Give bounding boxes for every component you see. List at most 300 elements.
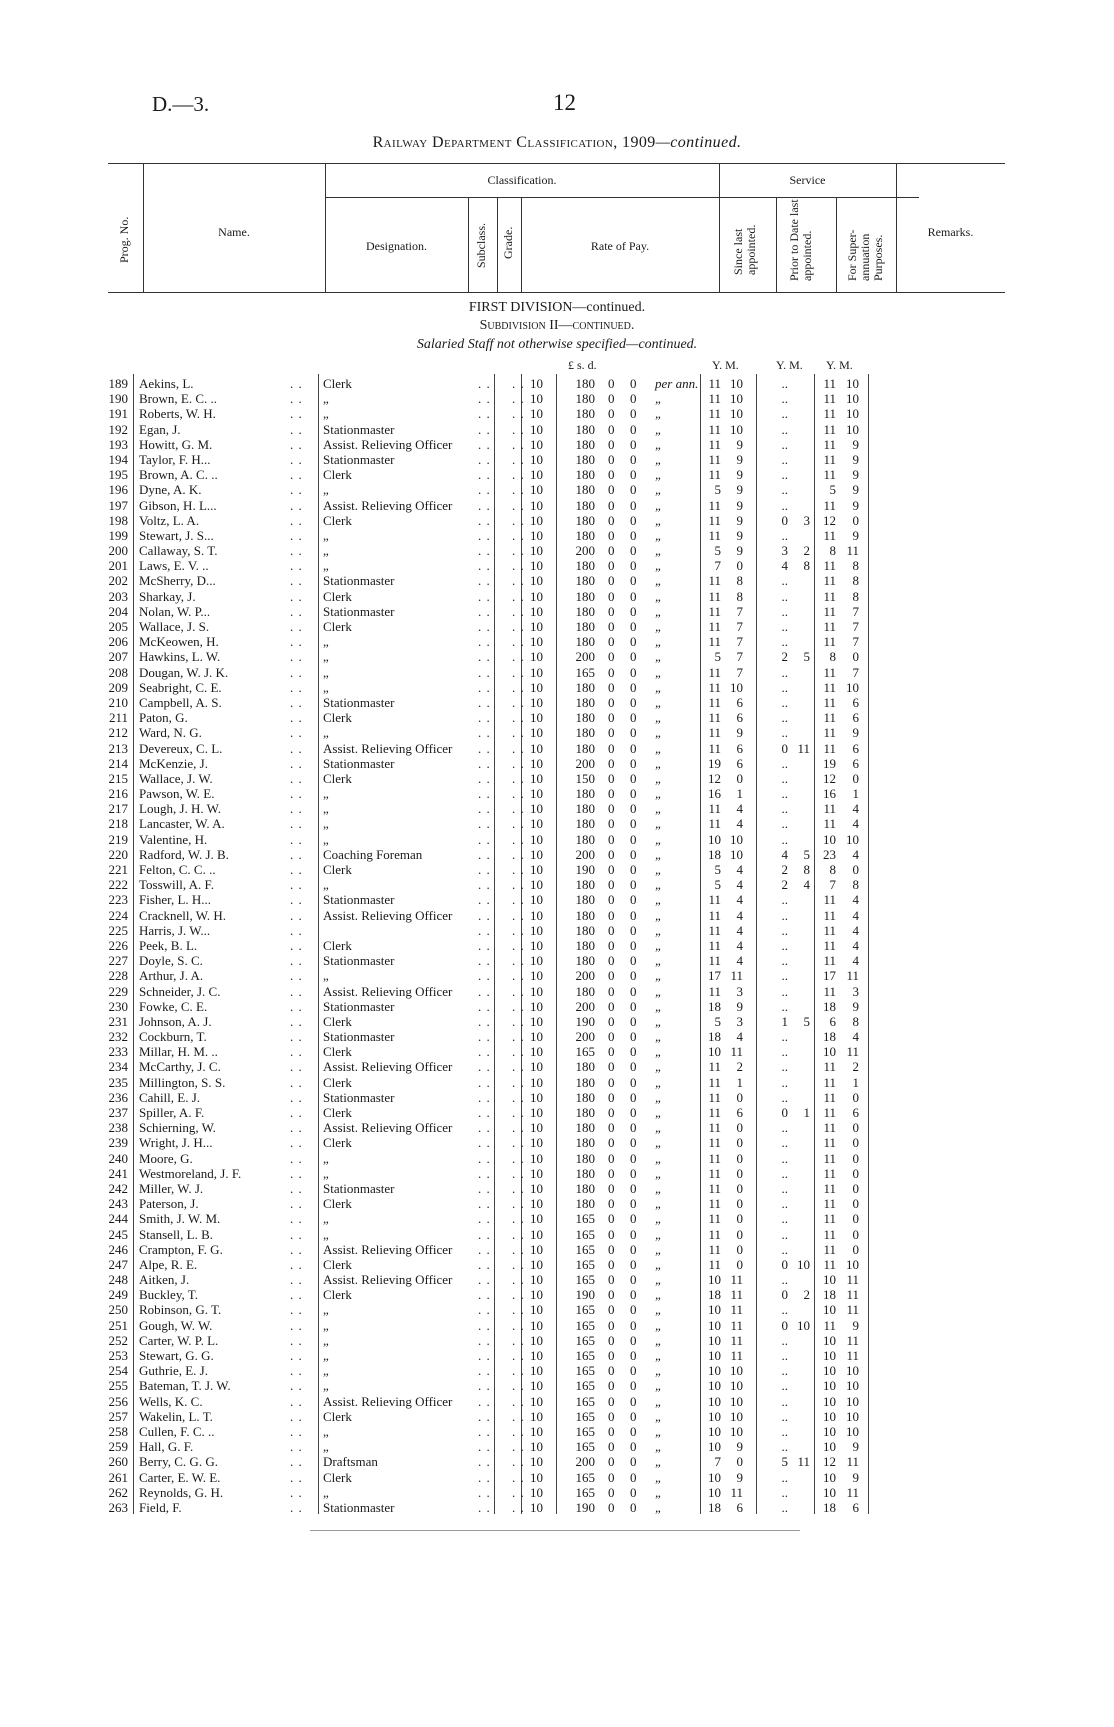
table-row [0, 391, 1114, 406]
rate-period: „ [655, 725, 663, 741]
grade: 10 [530, 907, 543, 923]
super-years: 10 [823, 1469, 836, 1485]
staff-name: Brown, A. C. .. [139, 467, 218, 483]
designation: Clerk [323, 1044, 352, 1060]
grade: 10 [530, 497, 543, 513]
super-months: 0 [852, 649, 859, 665]
table-row [0, 1120, 1114, 1135]
prior-months: 5 [803, 649, 810, 665]
staff-name: Carter, W. P. L. [139, 1332, 219, 1348]
rate-pounds: 180 [575, 588, 595, 604]
page-title [0, 134, 1114, 152]
grade: 10 [530, 649, 543, 665]
designation: „ [323, 786, 329, 802]
designation: Clerk [323, 512, 352, 528]
leader-dots: . . [478, 755, 491, 771]
table-row [0, 452, 1114, 467]
leader-dots: . . [290, 1287, 303, 1303]
since-months: 0 [736, 1196, 743, 1212]
prog-number: 252 [108, 1332, 128, 1348]
super-months: 4 [852, 892, 859, 908]
prior-years: .. [781, 831, 788, 847]
prior-months: 2 [803, 543, 810, 559]
table-row [0, 1439, 1114, 1454]
prior-years: .. [781, 467, 788, 483]
grade: 10 [530, 740, 543, 756]
leader-dots: . . [290, 740, 303, 756]
table-row [0, 498, 1114, 513]
staff-name: Gough, W. W. [139, 1317, 213, 1333]
prog-number: 222 [108, 877, 128, 893]
since-months: 10 [730, 406, 743, 422]
rate-shillings: 0 [608, 619, 615, 634]
table-row [0, 665, 1114, 680]
staff-name: Dyne, A. K. [139, 482, 202, 498]
header-divider [468, 197, 469, 293]
prog-number: 197 [108, 497, 128, 513]
grade: 10 [530, 1226, 543, 1242]
staff-name: Stewart, G. G. [139, 1348, 214, 1363]
table-row [0, 619, 1114, 634]
leader-dots: . . [512, 573, 525, 589]
since-years: 11 [708, 1074, 721, 1090]
grade: 10 [530, 892, 543, 908]
since-years: 18 [708, 1287, 721, 1303]
super-years: 11 [823, 1105, 836, 1120]
leader-dots: . . [290, 527, 303, 543]
prior-months: 11 [797, 740, 810, 756]
leader-dots: . . [290, 755, 303, 771]
rate-shillings: 0 [608, 1226, 615, 1242]
prog-number: 226 [108, 937, 128, 953]
rate-pence: 0 [630, 1499, 637, 1515]
since-years: 11 [708, 907, 721, 923]
rate-pounds: 165 [575, 1393, 595, 1409]
rate-shillings: 0 [608, 710, 615, 726]
rate-shillings: 0 [608, 376, 615, 391]
grade: 10 [530, 603, 543, 619]
since-years: 10 [708, 831, 721, 847]
designation: Assist. Relieving Officer [323, 907, 453, 923]
year-month-units: Y. M. [776, 358, 803, 372]
prior-years: 2 [781, 877, 788, 893]
rate-pence: 0 [630, 603, 637, 619]
prog-number: 261 [108, 1469, 128, 1485]
prog-number: 231 [108, 1013, 128, 1029]
staff-name: Stewart, J. S... [139, 527, 214, 543]
rate-pence: 0 [630, 1408, 637, 1424]
super-months: 9 [852, 1439, 859, 1455]
leader-dots: . . [478, 1044, 491, 1060]
rate-period: „ [655, 1332, 663, 1348]
grade: 10 [530, 1180, 543, 1196]
bottom-rule [310, 1530, 800, 1531]
rate-pounds: 200 [575, 1454, 595, 1470]
table-row [0, 908, 1114, 923]
since-years: 5 [714, 543, 721, 559]
super-months: 10 [846, 1363, 859, 1379]
staff-name: Spiller, A. F. [139, 1105, 205, 1120]
staff-name: Wallace, J. W. [139, 770, 213, 786]
super-years: 11 [823, 740, 836, 756]
leader-dots: . . [512, 1408, 525, 1424]
prog-number: 193 [108, 436, 128, 452]
table-row [0, 741, 1114, 756]
rate-period: „ [655, 846, 663, 862]
rate-shillings: 0 [608, 1059, 615, 1075]
table-row [0, 422, 1114, 437]
prog-number: 218 [108, 816, 128, 832]
rate-period: „ [655, 1256, 663, 1272]
designation: „ [323, 831, 329, 847]
leader-dots: . . [512, 512, 525, 528]
grade: 10 [530, 1241, 543, 1257]
staff-name: Devereux, C. L. [139, 740, 223, 756]
rate-shillings: 0 [608, 877, 615, 893]
table-row [0, 1287, 1114, 1302]
since-months: 9 [736, 451, 743, 467]
table-header [108, 163, 1005, 293]
table-row [0, 406, 1114, 421]
since-years: 11 [708, 922, 721, 938]
rate-shillings: 0 [608, 1423, 615, 1439]
rate-shillings: 0 [608, 467, 615, 483]
since-months: 9 [736, 1439, 743, 1455]
super-years: 16 [823, 786, 836, 802]
rate-period: „ [655, 467, 663, 483]
leader-dots: . . [478, 831, 491, 847]
rate-pence: 0 [630, 694, 637, 710]
designation: „ [323, 664, 329, 680]
leader-dots: . . [512, 376, 525, 391]
rate-pounds: 180 [575, 1089, 595, 1105]
grade: 10 [530, 1135, 543, 1151]
leader-dots: . . [290, 998, 303, 1014]
designation: „ [323, 406, 329, 422]
since-years: 11 [708, 1059, 721, 1075]
super-months: 8 [852, 558, 859, 574]
super-years: 8 [829, 649, 836, 665]
designation: Coaching Foreman [323, 846, 423, 862]
table-row [0, 589, 1114, 604]
prog-number: 192 [108, 421, 128, 437]
rate-period: „ [655, 1089, 663, 1105]
staff-name: Fowke, C. E. [139, 998, 208, 1014]
since-months: 10 [730, 1363, 743, 1379]
rate-shillings: 0 [608, 588, 615, 604]
staff-name: Smith, J. W. M. [139, 1211, 221, 1227]
rate-pounds: 190 [575, 1013, 595, 1029]
rate-shillings: 0 [608, 1165, 615, 1181]
leader-dots: . . [290, 1074, 303, 1090]
leader-dots: . . [478, 436, 491, 452]
designation: „ [323, 1484, 329, 1500]
since-months: 0 [736, 1211, 743, 1227]
rate-pence: 0 [630, 1074, 637, 1090]
leader-dots: . . [478, 1332, 491, 1348]
super-months: 0 [852, 1120, 859, 1136]
rate-pounds: 200 [575, 968, 595, 984]
super-years: 19 [823, 755, 836, 771]
leader-dots: . . [290, 1196, 303, 1212]
year-month-units: Y. M. [826, 358, 853, 372]
header-prior-to-date: Prior to Date last appointed. [787, 199, 814, 281]
leader-dots: . . [478, 467, 491, 483]
prior-years: .. [781, 527, 788, 543]
since-years: 11 [708, 573, 721, 589]
rate-shillings: 0 [608, 421, 615, 437]
leader-dots: . . [512, 786, 525, 802]
rate-period: „ [655, 588, 663, 604]
grade: 10 [530, 482, 543, 498]
super-months: 9 [852, 482, 859, 498]
rate-shillings: 0 [608, 406, 615, 422]
super-years: 11 [823, 1211, 836, 1227]
super-years: 10 [823, 1439, 836, 1455]
leader-dots: . . [478, 634, 491, 650]
rate-shillings: 0 [608, 998, 615, 1014]
table-row [0, 1333, 1114, 1348]
rate-period: „ [655, 907, 663, 923]
designation: Assist. Relieving Officer [323, 1241, 453, 1257]
rate-period: „ [655, 877, 663, 893]
leader-dots: . . [478, 664, 491, 680]
designation: Stationmaster [323, 998, 395, 1014]
designation: Clerk [323, 1013, 352, 1029]
rate-pence: 0 [630, 1484, 637, 1500]
rate-period: „ [655, 512, 663, 528]
designation: Stationmaster [323, 953, 395, 969]
leader-dots: . . [478, 512, 491, 528]
leader-dots: . . [290, 573, 303, 589]
leader-dots: . . [478, 786, 491, 802]
leader-dots: . . [290, 1135, 303, 1151]
leader-dots: . . [512, 406, 525, 422]
designation: Stationmaster [323, 755, 395, 771]
since-years: 11 [708, 710, 721, 726]
leader-dots: . . [290, 619, 303, 634]
rate-pence: 0 [630, 467, 637, 483]
grade: 10 [530, 1348, 543, 1363]
rate-pounds: 200 [575, 846, 595, 862]
prog-number: 248 [108, 1272, 128, 1288]
rate-period: „ [655, 1150, 663, 1166]
leader-dots: . . [290, 1013, 303, 1029]
grade: 10 [530, 1120, 543, 1136]
table-row [0, 376, 1114, 391]
leader-dots: . . [478, 1348, 491, 1363]
rate-period: „ [655, 1378, 663, 1394]
rate-pounds: 165 [575, 1241, 595, 1257]
since-months: 10 [730, 1408, 743, 1424]
rate-pounds: 180 [575, 892, 595, 908]
designation: „ [323, 1332, 329, 1348]
prior-months: 5 [803, 846, 810, 862]
table-row [0, 1211, 1114, 1226]
header-divider [836, 197, 837, 293]
staff-name: Campbell, A. S. [139, 694, 222, 710]
super-years: 17 [823, 968, 836, 984]
since-months: 4 [736, 1029, 743, 1045]
leader-dots: . . [512, 968, 525, 984]
since-years: 11 [708, 1120, 721, 1136]
header-classification: Classification. [487, 173, 557, 187]
since-years: 18 [708, 1029, 721, 1045]
table-row [0, 756, 1114, 771]
rate-pence: 0 [630, 1393, 637, 1409]
super-months: 9 [852, 497, 859, 513]
leader-dots: . . [478, 710, 491, 726]
rate-pence: 0 [630, 1302, 637, 1318]
rate-pence: 0 [630, 1469, 637, 1485]
leader-dots: . . [290, 937, 303, 953]
grade: 10 [530, 1089, 543, 1105]
prior-months: 11 [797, 1454, 810, 1470]
grade: 10 [530, 1059, 543, 1075]
leader-dots: . . [290, 436, 303, 452]
prior-years: .. [781, 1378, 788, 1394]
rate-shillings: 0 [608, 634, 615, 650]
rate-shillings: 0 [608, 937, 615, 953]
staff-table-body [0, 376, 1114, 1515]
prog-number: 249 [108, 1287, 128, 1303]
rate-period: „ [655, 1013, 663, 1029]
prior-years: .. [781, 1469, 788, 1485]
staff-name: McKeowen, H. [139, 634, 219, 650]
prog-number: 238 [108, 1120, 128, 1136]
rate-shillings: 0 [608, 1120, 615, 1136]
leader-dots: . . [512, 603, 525, 619]
super-years: 11 [823, 937, 836, 953]
leader-dots: . . [290, 907, 303, 923]
designation: Draftsman [323, 1454, 378, 1470]
rate-shillings: 0 [608, 1074, 615, 1090]
leader-dots: . . [478, 421, 491, 437]
rate-shillings: 0 [608, 1469, 615, 1485]
super-years: 10 [823, 1423, 836, 1439]
prior-years: .. [781, 1150, 788, 1166]
designation: Stationmaster [323, 573, 395, 589]
since-years: 11 [708, 1256, 721, 1272]
designation: „ [323, 1302, 329, 1318]
prog-number: 216 [108, 786, 128, 802]
rate-shillings: 0 [608, 1135, 615, 1151]
table-row [0, 1302, 1114, 1317]
super-years: 23 [823, 846, 836, 862]
since-months: 10 [730, 376, 743, 391]
leader-dots: . . [512, 1211, 525, 1227]
since-months: 0 [736, 1256, 743, 1272]
super-months: 0 [852, 1150, 859, 1166]
leader-dots: . . [512, 922, 525, 938]
rate-pence: 0 [630, 786, 637, 802]
prog-number: 262 [108, 1484, 128, 1500]
rate-pounds: 180 [575, 406, 595, 422]
staff-name: Johnson, A. J. [139, 1013, 212, 1029]
leader-dots: . . [512, 1454, 525, 1470]
prog-number: 198 [108, 512, 128, 528]
rate-pounds: 165 [575, 664, 595, 680]
super-months: 10 [846, 406, 859, 422]
prog-number: 203 [108, 588, 128, 604]
rate-period: „ [655, 983, 663, 999]
super-years: 11 [823, 664, 836, 680]
leader-dots: . . [512, 497, 525, 513]
since-years: 11 [708, 421, 721, 437]
since-months: 9 [736, 482, 743, 498]
since-months: 6 [736, 694, 743, 710]
rate-pence: 0 [630, 406, 637, 422]
rate-pence: 0 [630, 1059, 637, 1075]
table-row [0, 1394, 1114, 1409]
leader-dots: . . [290, 892, 303, 908]
super-months: 10 [846, 391, 859, 407]
super-years: 11 [823, 1226, 836, 1242]
rate-pence: 0 [630, 1439, 637, 1455]
since-years: 11 [708, 619, 721, 634]
rate-pounds: 165 [575, 1226, 595, 1242]
since-years: 11 [708, 1211, 721, 1227]
rate-pence: 0 [630, 679, 637, 695]
rate-period: „ [655, 770, 663, 786]
leader-dots: . . [478, 1302, 491, 1318]
rate-period: „ [655, 573, 663, 589]
since-years: 11 [708, 634, 721, 650]
prior-years: .. [781, 573, 788, 589]
leader-dots: . . [290, 862, 303, 877]
section-group: Salaried Staff not otherwise specified—continued. [416, 337, 698, 352]
since-months: 3 [736, 983, 743, 999]
rate-pounds: 180 [575, 710, 595, 726]
super-years: 11 [823, 588, 836, 604]
rate-period: „ [655, 1044, 663, 1060]
rate-period: „ [655, 1363, 663, 1379]
rate-pence: 0 [630, 1423, 637, 1439]
leader-dots: . . [478, 1287, 491, 1303]
since-months: 9 [736, 998, 743, 1014]
since-months: 4 [736, 922, 743, 938]
prior-years: .. [781, 497, 788, 513]
prior-years: .. [781, 603, 788, 619]
header-top-rule [108, 163, 1005, 164]
rate-period: „ [655, 1180, 663, 1196]
since-years: 11 [708, 937, 721, 953]
prior-years: 3 [781, 543, 788, 559]
since-months: 0 [736, 558, 743, 574]
prog-number: 202 [108, 573, 128, 589]
rate-pounds: 180 [575, 983, 595, 999]
leader-dots: . . [478, 877, 491, 893]
prior-years: .. [781, 1165, 788, 1181]
leader-dots: . . [290, 664, 303, 680]
since-months: 0 [736, 1120, 743, 1136]
prog-number: 224 [108, 907, 128, 923]
prog-number: 214 [108, 755, 128, 771]
since-years: 11 [708, 1241, 721, 1257]
rate-pounds: 180 [575, 831, 595, 847]
super-months: 10 [846, 1378, 859, 1394]
grade: 10 [530, 816, 543, 832]
rate-shillings: 0 [608, 1363, 615, 1379]
leader-dots: . . [478, 892, 491, 908]
since-months: 4 [736, 816, 743, 832]
since-years: 11 [708, 497, 721, 513]
super-years: 12 [823, 1454, 836, 1470]
rate-shillings: 0 [608, 694, 615, 710]
staff-name: Wakelin, L. T. [139, 1408, 213, 1424]
since-years: 10 [708, 1317, 721, 1333]
super-years: 11 [823, 907, 836, 923]
